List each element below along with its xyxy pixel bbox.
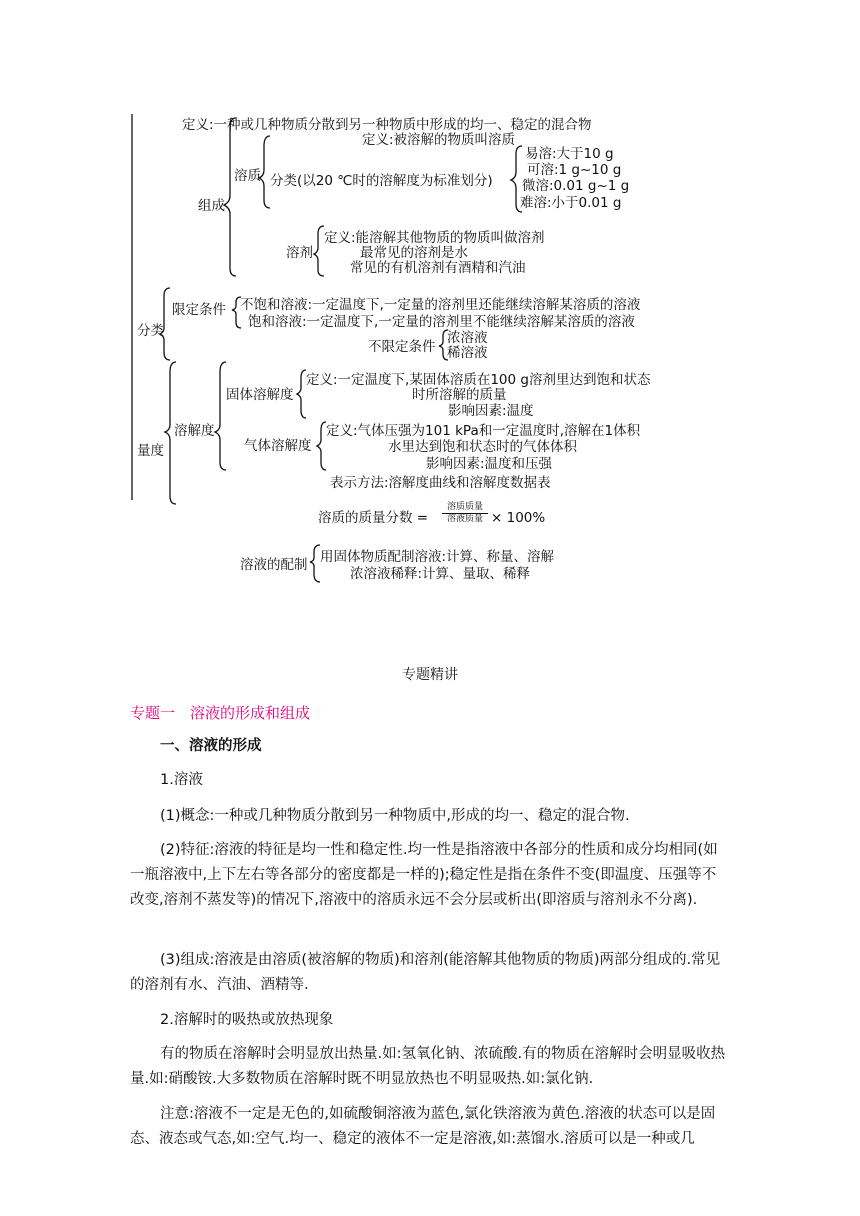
solvent-label: 溶剂 xyxy=(286,245,313,261)
solvent-organic: 常见的有机溶剂有酒精和汽油 xyxy=(350,260,526,276)
solubility-brace xyxy=(215,362,226,470)
prep-dilute: 浓溶液稀释:计算、量取、稀释 xyxy=(350,566,531,582)
topic-heading: 专题一 溶液的形成和组成 xyxy=(130,704,311,722)
solubility-label: 溶解度 xyxy=(174,423,215,439)
composition-label: 组成 xyxy=(198,198,225,214)
classification-label: 分类 xyxy=(137,323,164,339)
solid-definition-cont: 时所溶解的质量 xyxy=(412,387,507,403)
subheading: 一、溶液的形成 xyxy=(160,738,262,754)
solute-classification: 分类(以20 ℃时的溶解度为标准划分) xyxy=(270,173,493,189)
solvent-definition: 定义:能溶解其他物质的物质叫做溶剂 xyxy=(324,230,545,246)
fraction-denominator: 溶液质量 xyxy=(442,513,488,525)
gas-brace xyxy=(317,422,326,470)
solution-definition: 定义:一种或几种物质分散到另一种物质中形成的均一、稳定的混合物 xyxy=(182,117,592,133)
saturated-def: 饱和溶液:一定温度下,一定量的溶剂里不能继续溶解某溶质的溶液 xyxy=(248,314,635,330)
prep-brace xyxy=(310,545,320,582)
solute-label: 溶质 xyxy=(234,168,261,184)
solvent-brace xyxy=(314,226,324,276)
unlimited-label: 不限定条件 xyxy=(368,339,436,355)
concentrated-label: 浓溶液 xyxy=(447,330,488,346)
gas-solubility-label: 气体溶解度 xyxy=(244,438,312,454)
paragraph-concept: (1)概念:一种或几种物质分散到另一种物质中,形成的均一、稳定的混合物. xyxy=(160,808,630,824)
fraction-numerator: 溶质质量 xyxy=(446,502,483,512)
class-soluble: 可溶:1 g~10 g xyxy=(527,162,622,178)
solid-solubility-label: 固体溶解度 xyxy=(226,387,294,403)
preparation-label: 溶液的配制 xyxy=(240,557,308,573)
solid-brace xyxy=(297,370,306,418)
section-title: 专题精讲 xyxy=(402,667,458,683)
item-2: 2.溶解时的吸热或放热现象 xyxy=(160,1012,334,1028)
dilute-label: 稀溶液 xyxy=(447,345,488,361)
solid-factor: 影响因素:温度 xyxy=(448,403,534,419)
unsaturated-def: 不饱和溶液:一定温度下,一定量的溶剂里还能继续溶解某溶质的溶液 xyxy=(240,297,641,313)
prep-solid: 用固体物质配制溶液:计算、称量、溶解 xyxy=(320,549,555,565)
solid-definition: 定义:一定温度下,某固体溶质在100 g溶剂里达到饱和状态 xyxy=(306,372,651,388)
quantity-label: 量度 xyxy=(137,443,164,459)
solvent-common: 最常见的溶剂是水 xyxy=(360,245,468,261)
item-1: 1.溶液 xyxy=(160,772,203,788)
solubility-representation: 表示方法:溶解度曲线和溶解度数据表 xyxy=(330,475,551,491)
gas-definition-cont: 水里达到饱和状态时的气体体积 xyxy=(388,439,577,455)
solute-definition: 定义:被溶解的物质叫溶质 xyxy=(362,132,516,148)
gas-factor: 影响因素:温度和压强 xyxy=(426,456,553,472)
paragraph-composition: (3)组成:溶液是由溶质(被溶解的物质)和溶剂(能溶解其他物质的物质)两部分组成的.常见的溶剂有水、汽油、酒精等. xyxy=(130,952,721,993)
mass-fraction-fraction xyxy=(442,502,488,525)
paragraph-note: 注意:溶液不一定是无色的,如硫酸铜溶液为蓝色,氯化铁溶液为黄色.溶液的状态可以是固态、液态或气态,如:空气.均一、稳定的液体不一定是溶液,如:蒸馏水.溶质可以是一种或几 xyxy=(130,1106,716,1147)
limited-label: 限定条件 xyxy=(172,302,226,318)
class-hard: 难溶:小于0.01 g xyxy=(520,195,622,211)
class-easy: 易溶:大于10 g xyxy=(525,146,614,162)
gas-definition: 定义:气体压强为101 kPa和一定温度时,溶解在1体积 xyxy=(326,423,641,439)
composition-brace xyxy=(224,118,236,276)
class-slight: 微溶:0.01 g~1 g xyxy=(522,178,630,194)
times-hundred-percent: × 100% xyxy=(491,510,546,526)
mass-fraction-label: 溶质的质量分数 = xyxy=(318,510,429,526)
paragraph-heat: 有的物质在溶解时会明显放出热量.如:氢氧化钠、浓硫酸.有的物质在溶解时会明显吸收热量.如:硝酸铵.大多数物质在溶解时既不明显放热也不明显吸热.如:氯化钠. xyxy=(130,1046,726,1087)
paragraph-features: (2)特征:溶液的特征是均一性和稳定性.均一性是指溶液中各部分的性质和成分均相同(如一瓶溶液中,上下左右等各部分的密度都是一样的);稳定性是指在条件不变(即温度、压强等不改变,溶剂不蒸发等)的情况下,溶液中的溶质永远不会分层或析出(即溶质与溶剂永不分离). xyxy=(130,842,718,908)
